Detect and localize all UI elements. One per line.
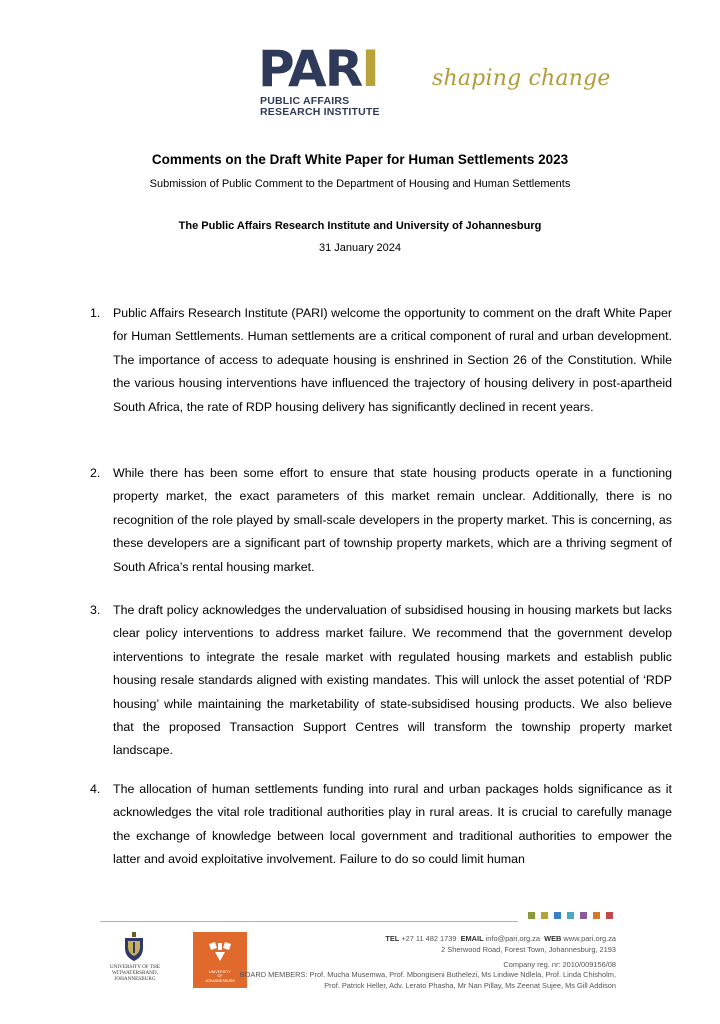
uj-wordmark bbox=[197, 970, 243, 983]
wits-line-2: WITWATERSRAND, bbox=[112, 970, 158, 976]
paragraph-1 bbox=[90, 302, 672, 419]
paragraph-text: The allocation of human settlements funding into rural and urban packages holds significance as it acknowledges the vital role traditional authorities play in rural areas. It is crucial to carefully manage the exchange of knowledge between local government and traditional authorities to empower the latter and avoid exploitative involvement. Failure to do so could limit human bbox=[113, 782, 672, 867]
paragraph-number: 1. bbox=[90, 306, 101, 320]
pari-logo bbox=[258, 40, 380, 118]
email-link[interactable]: info@pari.org.za bbox=[485, 934, 540, 943]
board-members-line-2: Prof. Patrick Heller, Adv. Lerato Phasha, Mr Nan Pillay, Ms Zeenat Sujee, Ms Gill Addison bbox=[324, 981, 616, 991]
logo-letter-i: I bbox=[361, 40, 378, 98]
web-label: WEB bbox=[544, 934, 562, 943]
company-reg: Company reg. nr: 2010/009156/08 bbox=[503, 959, 616, 969]
address: 2 Sherwood Road, Forest Town, Johannesburg, 2193 bbox=[441, 944, 616, 954]
paragraph-2 bbox=[90, 462, 672, 579]
paragraph-4 bbox=[90, 778, 672, 872]
board-members-line-1: BOARD MEMBERS: Prof. Mucha Musemwa, Prof. Mbongiseni Buthelezi, Ms Lindiwe Ndlela, Prof. Linda Chisholm, bbox=[239, 970, 616, 980]
document-subtitle: Submission of Public Comment to the Department of Housing and Human Settlements bbox=[149, 178, 571, 190]
document-date: 31 January 2024 bbox=[319, 242, 401, 254]
logo-letters-main: PAR bbox=[258, 40, 362, 98]
wits-crest-icon bbox=[122, 932, 146, 962]
uj-line-1: UNIVERSITY bbox=[209, 970, 231, 974]
paragraph-text: The draft policy acknowledges the undervaluation of subsidised housing in housing markets but lacks clear policy interventions to address market failure. We recommend that the government develop interventions to integrate the resale market with regulated housing markets and establish public housing resale standards aligned with existing mandates. This will unlock the asset potential of ‘RDP housing’ while maintaining the marketability of state-subsidised housing products. We also believe that the proposed Transaction Support Centres will transform the township property market landscape. bbox=[113, 603, 672, 758]
color-dot bbox=[593, 912, 600, 919]
document-authors: The Public Affairs Research Institute and University of Johannesburg bbox=[178, 220, 542, 232]
color-dot bbox=[580, 912, 587, 919]
document-title: Comments on the Draft White Paper for Human Settlements 2023 bbox=[151, 152, 569, 167]
paragraph-number: 4. bbox=[90, 782, 101, 796]
wits-line-1: UNIVERSITY OF THE bbox=[109, 964, 161, 970]
color-dot bbox=[528, 912, 535, 919]
paragraph-text: Public Affairs Research Institute (PARI) welcome the opportunity to comment on the draft White Paper for Human Settlements. Human settlements are a critical component of rural and urban development. The importance of access to adequate housing is enshrined in Section 26 of the Constitution. While the various housing interventions have influenced the trajectory of housing delivery in post-apartheid South Africa, the rate of RDP housing delivery has significantly declined in recent years. bbox=[113, 306, 672, 414]
logo-subtitle bbox=[260, 96, 380, 118]
footer-contact bbox=[240, 934, 616, 992]
paragraph-text: While there has been some effort to ensure that state housing products operate in a functioning property market, the exact parameters of this market remain unclear. Additionally, there is no recognition of the role played by small-scale developers in the property market. This is concerning, as these developers are a significant part of township property markets, which are a thriving segment of South Africa’s rental housing market. bbox=[113, 466, 672, 574]
uj-line-3: JOHANNESBURG bbox=[205, 978, 235, 983]
web-link[interactable]: www.pari.org.za bbox=[563, 934, 616, 943]
color-dot bbox=[606, 912, 613, 919]
tel-label: TEL bbox=[385, 934, 400, 943]
wits-wordmark bbox=[100, 964, 170, 982]
color-dot bbox=[567, 912, 574, 919]
logo-line-2: RESEARCH INSTITUTE bbox=[260, 106, 380, 118]
tel-value: +27 11 482 1739 bbox=[401, 934, 457, 943]
email-label: EMAIL bbox=[460, 934, 484, 943]
wits-line-3: JOHANNESBURG bbox=[114, 976, 156, 982]
paragraph-number: 3. bbox=[90, 603, 101, 617]
color-dot bbox=[554, 912, 561, 919]
contact-line bbox=[240, 934, 616, 945]
logo-wordmark bbox=[258, 40, 378, 98]
color-dot bbox=[541, 912, 548, 919]
footer-divider bbox=[100, 921, 518, 922]
logo-line-1: PUBLIC AFFAIRS bbox=[260, 95, 350, 107]
wits-logo bbox=[100, 932, 170, 988]
tagline: shaping change bbox=[432, 66, 611, 91]
paragraph-3 bbox=[90, 599, 672, 763]
paragraph-number: 2. bbox=[90, 466, 101, 480]
uj-emblem-icon bbox=[207, 940, 233, 962]
uj-line-2: OF bbox=[217, 974, 223, 979]
